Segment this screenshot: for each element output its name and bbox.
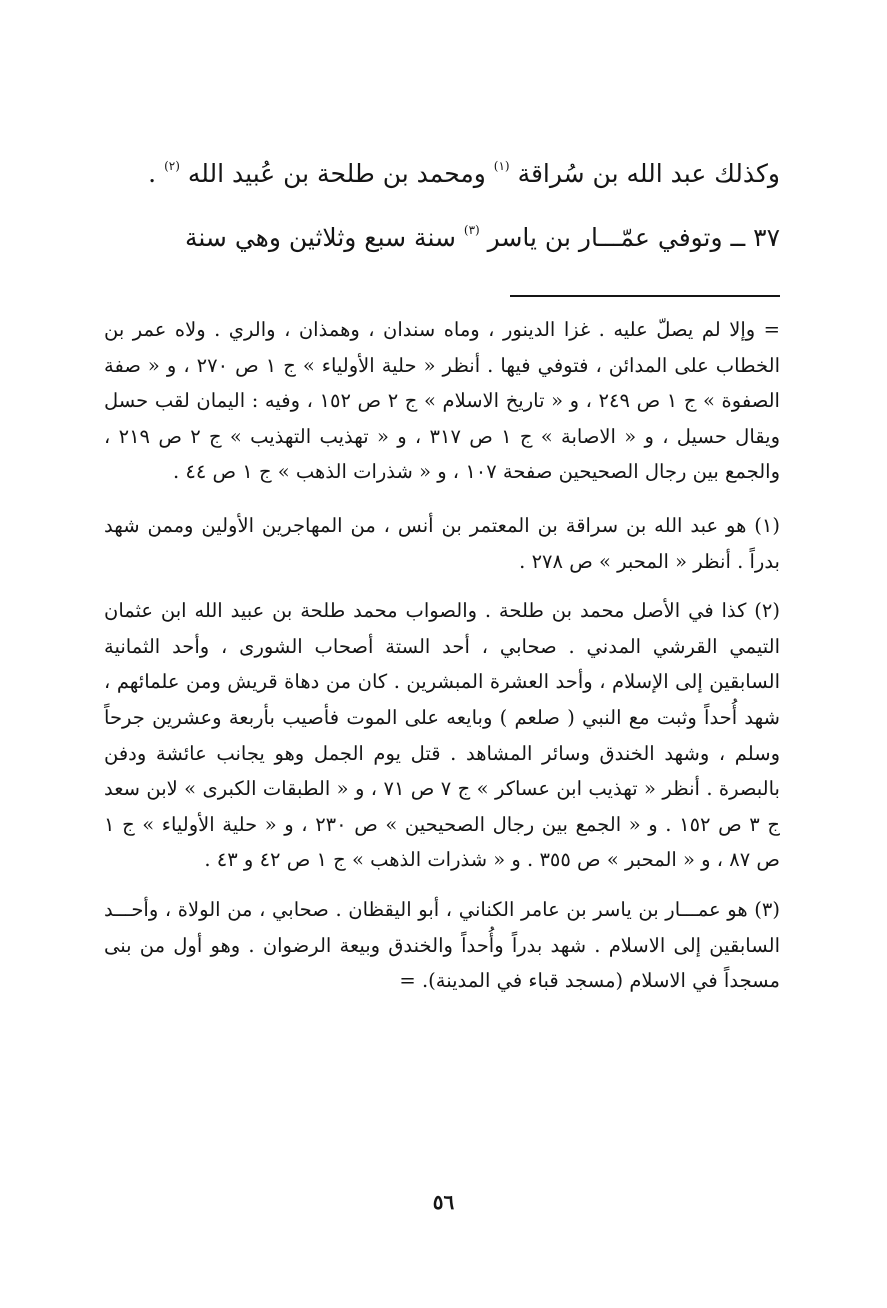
main-text-fragment: ٣٧ ــ وتوفي عمّـــار بن ياسر: [487, 223, 780, 252]
footnote-reference: (٣): [463, 223, 480, 237]
main-text-fragment: .: [148, 159, 157, 188]
main-text-line: [104, 206, 780, 270]
footnote-separator: [510, 295, 780, 297]
main-text-fragment: سنة سبع وثلاثين وهي سنة: [184, 223, 456, 252]
footnote-continued: = وإلا لم يصلّ عليه . غزا الدينور ، وماه سندان ، وهمذان ، والري . ولاه عمر بن الخطاب على المدائن ، فتوفي فيها . أنظر « حلية الأولياء » ج ١ ص ٢٧٠ ، و « صفة الصفوة » ج ١ ص ٢٤٩ ، و « تاريخ الاسلام » ج ٢ ص ١٥٢ ، وفيه : اليمان لقب حسل ويقال حسيل ، و « الاصابة » ج ١ ص ٣١٧ ، و « تهذيب التهذيب » ج ٢ ص ٢١٩ ، والجمع بين رجال الصحيحين صفحة ١٠٧ ، و « شذرات الذهب » ج ١ ص ٤٤ .: [104, 318, 780, 484]
main-text-fragment: ومحمد بن طلحة بن عُبيد الله: [187, 159, 486, 188]
page-number: ٥٦: [432, 1190, 455, 1214]
main-text: [104, 142, 780, 270]
main-text-fragment: وكذلك عبد الله بن سُراقة: [517, 159, 780, 188]
footnote-1: (١) هو عبد الله بن سراقة بن المعتمر بن أنس ، من المهاجرين الأولين وممن شهد بدراً . أنظر « المحبر » ص ٢٧٨ .: [104, 513, 780, 573]
footnotes: [104, 312, 780, 1013]
footnote-3: (٣) هو عمـــار بن ياسر بن عامر الكناني ، أبو اليقظان . صحابي ، من الولاة ، وأحـــد السابقين إلى الاسلام . شهد بدراً وأُحداً والخندق وبيعة الرضوان . وهو أول من بنى مسجداً في الاسلام (مسجد قباء في المدينة). =: [104, 897, 780, 993]
footnote-reference: (٢): [164, 159, 180, 173]
main-text-line: [104, 142, 780, 206]
footnote-2: (٢) كذا في الأصل محمد بن طلحة . والصواب محمد طلحة بن عبيد الله ابن عثمان التيمي القرشي المدني . صحابي ، أحد الستة أصحاب الشورى ، وأحد الثمانية السابقين إلى الإسلام ، وأحد العشرة المبشرين . كان من دهاة قريش ومن علمائهم ، شهد أُحداً وثبت مع النبي ( صلعم ) وبايعه على الموت فأصيب بأربعة وعشرين جرحاً وسلم ، وشهد الخندق وسائر المشاهد . قتل يوم الجمل وهو يجانب عائشة ودفن بالبصرة . أنظر « تهذيب ابن عساكر » ج ٧ ص ٧١ ، و « الطبقات الكبرى » لابن سعد ج ٣ ص ١٥٢ . و « الجمع بين رجال الصحيحين » ص ٢٣٠ ، و « حلية الأولياء » ج ١ ص ٨٧ ، و « المحبر » ص ٣٥٥ . و « شذرات الذهب » ج ١ ص ٤٢ و ٤٣ .: [104, 599, 780, 872]
footnote-reference: (١): [493, 159, 510, 173]
